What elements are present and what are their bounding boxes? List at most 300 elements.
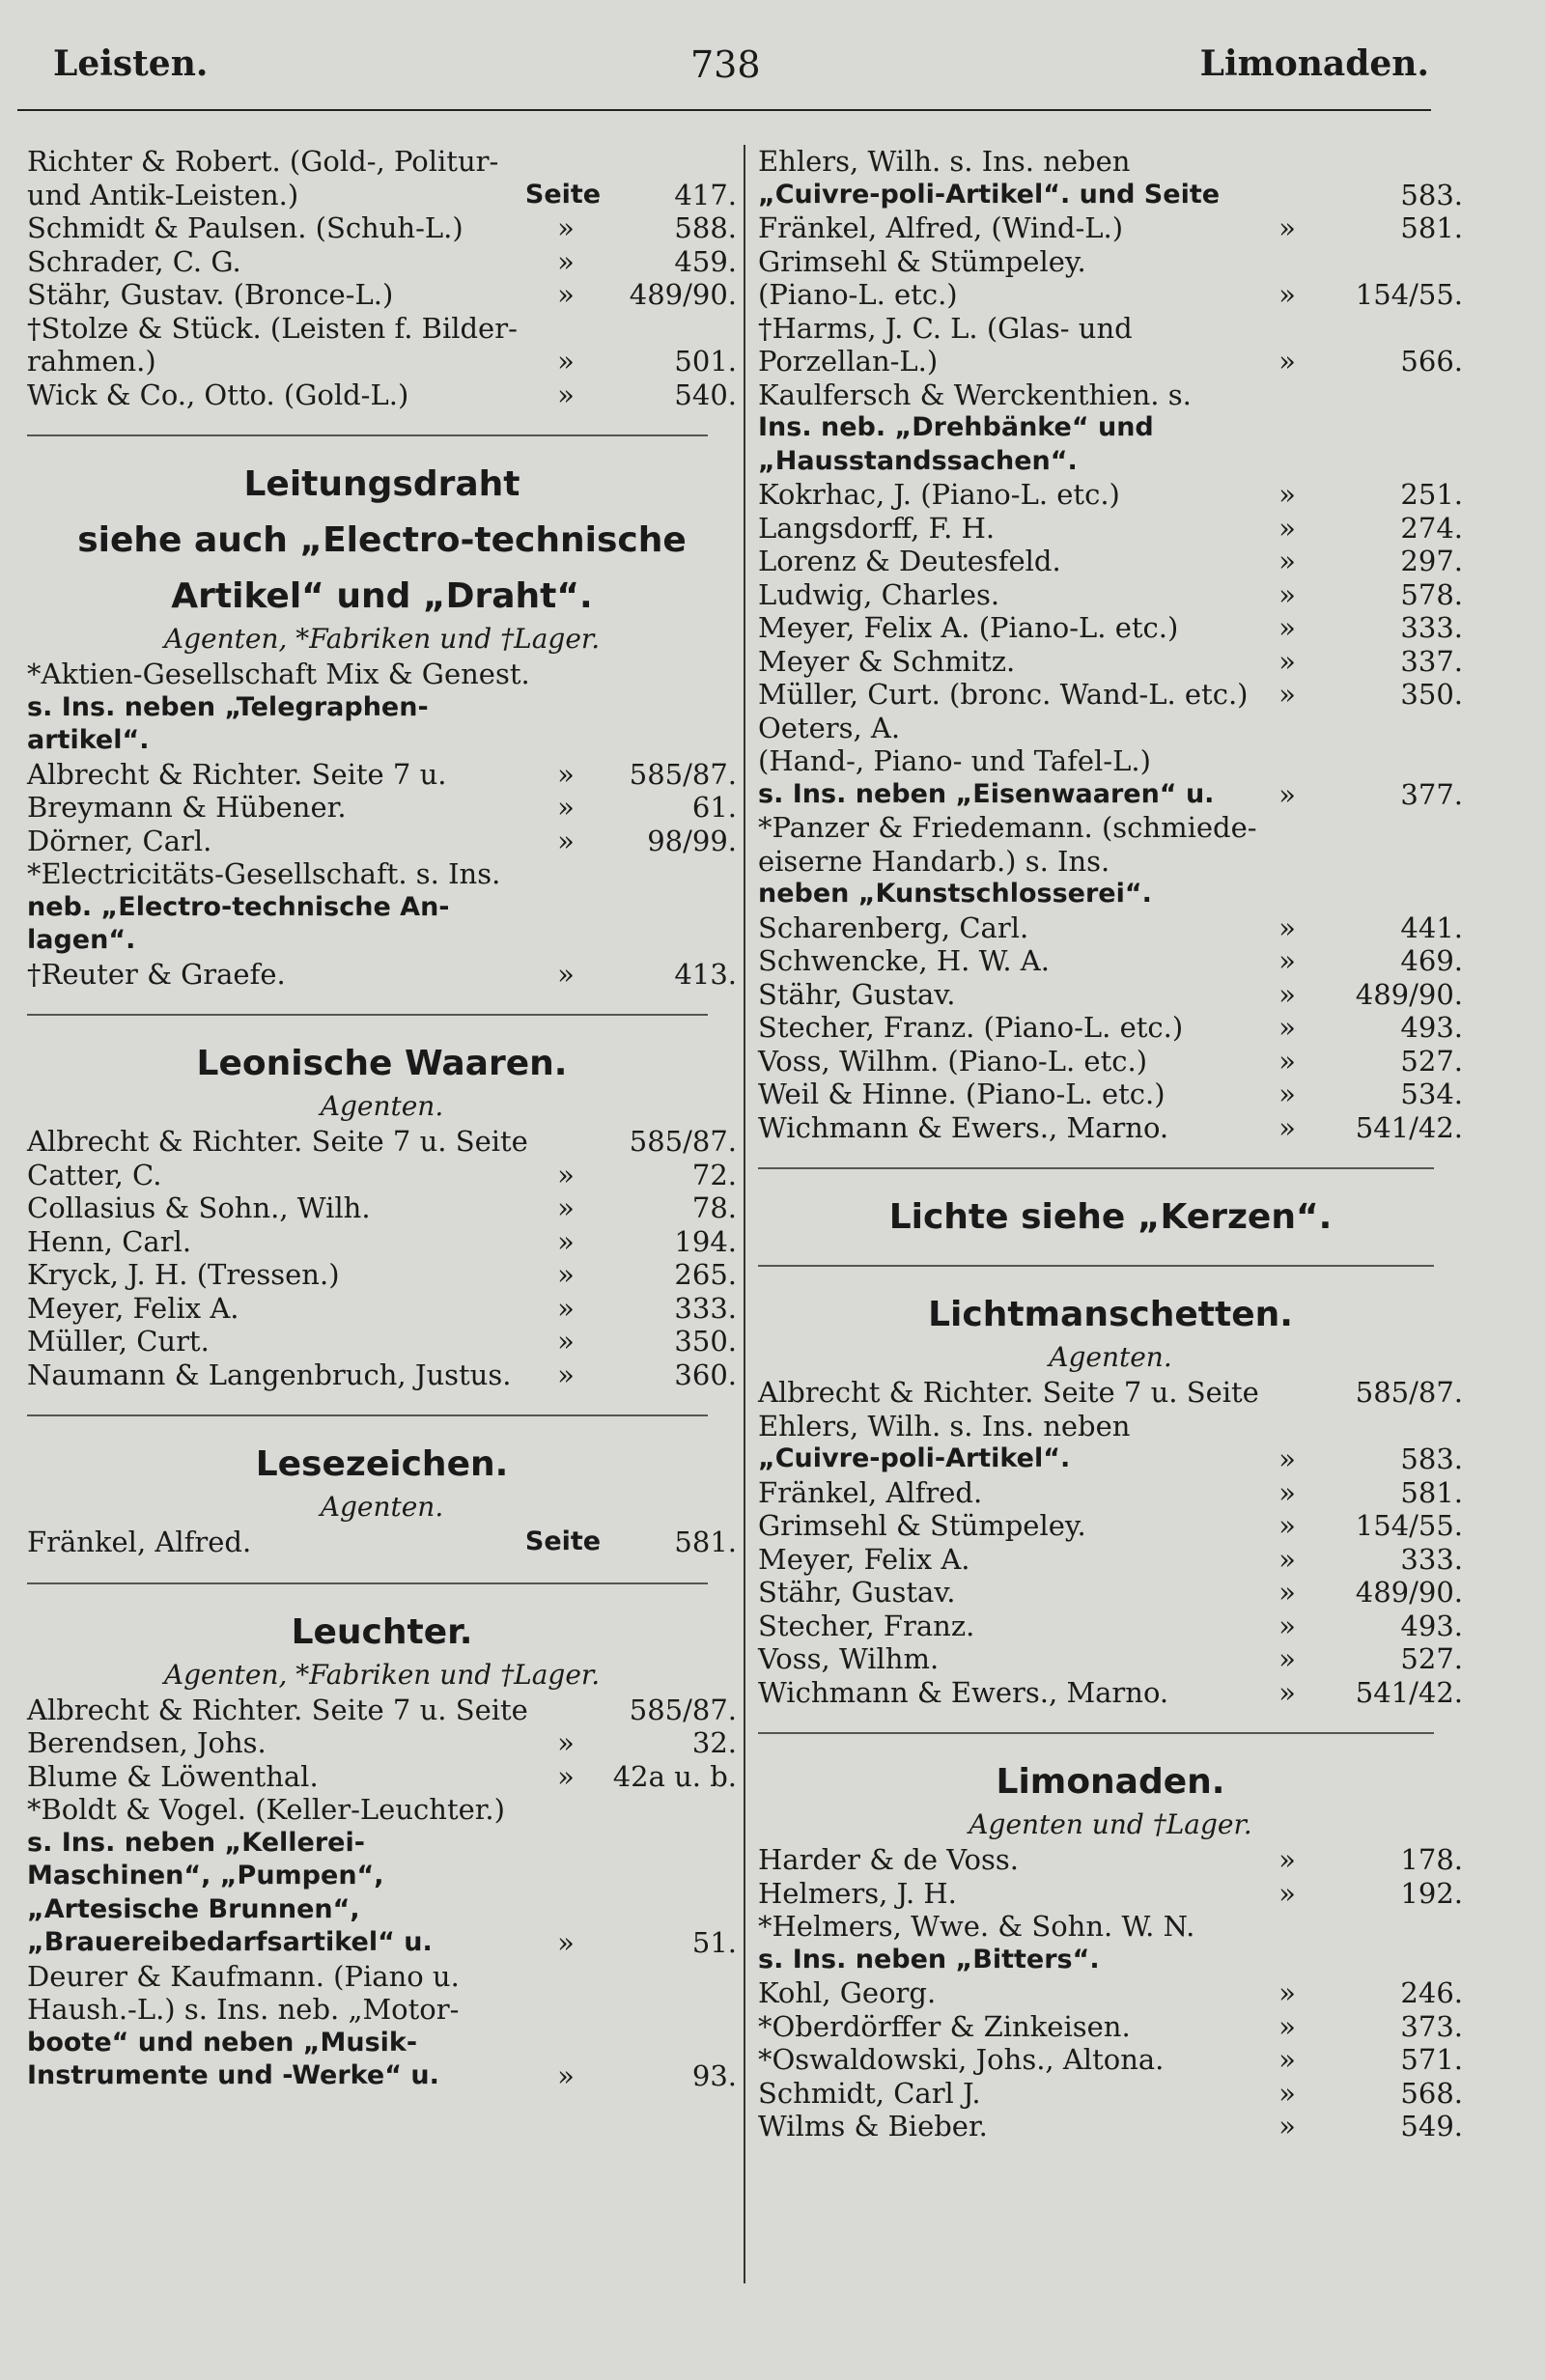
entry-text: Schwencke, H. W. A. (758, 944, 1050, 977)
entry-text: Voss, Wilhm. (758, 1642, 940, 1675)
directory-entry (758, 278, 1463, 312)
entry-page-ref: 373. (1400, 2009, 1463, 2043)
entry-ditto-mark: » (557, 244, 575, 278)
directory-entry (758, 578, 1463, 612)
entry-ditto-mark: » (557, 1224, 575, 1258)
entry-ditto-mark: » (1278, 1509, 1296, 1542)
directory-entry (758, 1543, 1463, 1577)
entry-page-ref: 178. (1400, 1843, 1463, 1876)
entry-ditto-mark: » (557, 378, 575, 411)
category-section (27, 1414, 737, 1559)
entry-text: *Electricitäts-Gesellschaft. s. Ins. (27, 857, 501, 890)
directory-entry (27, 179, 737, 212)
entry-ditto-mark: » (557, 1291, 575, 1325)
directory-entry (27, 891, 737, 925)
directory-entry (27, 1694, 737, 1727)
entry-page-ref: 585/87. (629, 1125, 737, 1158)
entry-ditto-mark: » (557, 1325, 575, 1358)
entry-text: s. Ins. neben „Bitters“. (758, 1944, 1100, 1974)
category-heading: Artikel“ und „Draht“. (171, 576, 593, 616)
directory-entry (27, 312, 737, 346)
entry-page-ref: 265. (674, 1258, 737, 1291)
entry-ditto-mark: » (1278, 1011, 1296, 1044)
entry-page-ref: 581. (1400, 1475, 1463, 1509)
entry-text: Haush.-L.) s. Ins. neb. „Motor- (27, 1993, 460, 2026)
entry-text: Stecher, Franz. (758, 1609, 975, 1642)
entry-page-ref: 493. (1400, 1609, 1463, 1642)
entry-text: Berendsen, Johs. (27, 1726, 267, 1759)
right-column (758, 145, 1463, 2143)
entry-page-ref: 469. (1400, 944, 1463, 977)
directory-entry (27, 278, 737, 312)
entry-page-ref: 297. (1400, 545, 1463, 577)
directory-entry (27, 791, 737, 825)
directory-entry (758, 1410, 1463, 1443)
entry-ditto-mark: » (1278, 511, 1296, 545)
entry-ditto-mark: » (557, 1191, 575, 1224)
entry-page-ref: 534. (1400, 1078, 1463, 1110)
entry-ditto-mark: » (557, 957, 575, 991)
directory-entry (758, 1610, 1463, 1643)
directory-entry (758, 512, 1463, 546)
directory-entry (27, 658, 737, 691)
entry-ditto-mark: » (1278, 1609, 1296, 1642)
directory-entry (27, 1325, 737, 1358)
entry-text: rahmen.) (27, 345, 156, 378)
directory-entry (758, 811, 1463, 845)
directory-entry (27, 1893, 737, 1927)
directory-entry (27, 1225, 737, 1259)
entry-ditto-mark: » (557, 1358, 575, 1391)
directory-entry (758, 1078, 1463, 1111)
directory-entry (27, 1827, 737, 1861)
entry-text: *Oberdörffer & Zinkeisen. (758, 2009, 1131, 2043)
category-legend: Agenten. (320, 1090, 444, 1122)
entry-page-ref: 571. (1400, 2043, 1463, 2076)
entry-page-ref: 588. (674, 211, 737, 244)
directory-entry (27, 1292, 737, 1326)
section-rule (27, 434, 708, 437)
entry-text: boote“ und neben „Musik- (27, 2027, 418, 2058)
directory-entry (27, 245, 737, 279)
directory-entry (27, 758, 737, 792)
directory-entry (758, 378, 1463, 412)
directory-entry (758, 2043, 1463, 2077)
directory-entry (27, 924, 737, 958)
entry-ditto-mark: » (1278, 2076, 1296, 2110)
directory-entry (27, 857, 737, 891)
entry-text: Fränkel, Alfred, (Wind-L.) (758, 211, 1124, 244)
entry-text: †Stolze & Stück. (Leisten f. Bilder- (27, 311, 518, 345)
entry-text: „Artesische Brunnen“, (27, 1893, 360, 1924)
directory-entry (27, 2059, 737, 2093)
directory-entry (758, 1442, 1463, 1476)
directory-entry (758, 1045, 1463, 1078)
entry-text: *Aktien-Gesellschaft Mix & Genest. (27, 658, 530, 690)
entry-page-ref: 51. (691, 1926, 737, 1959)
entry-text: eiserne Handarb.) s. Ins. (758, 844, 1110, 878)
entry-page-ref: 568. (1400, 2076, 1463, 2110)
entry-page-ref: 78. (691, 1191, 737, 1224)
left-column (27, 145, 737, 2093)
entry-ditto-mark: » (1278, 2009, 1296, 2043)
category-legend: Agenten und †Lager. (969, 1808, 1252, 1840)
entry-text: Deurer & Kaufmann. (Piano u. (27, 1959, 460, 1993)
section-rule (27, 1582, 708, 1585)
entry-text: Naumann & Langenbruch, Justus. (27, 1358, 512, 1391)
entry-ditto-mark: » (1278, 1675, 1296, 1709)
directory-entry (758, 411, 1463, 445)
directory-entry (27, 1993, 737, 2027)
category-heading: Lichtmanschetten. (928, 1295, 1293, 1334)
category-section (758, 1167, 1463, 1242)
entry-text: neben „Kunstschlosserei“. (758, 879, 1152, 909)
directory-entry (758, 878, 1463, 911)
directory-entry (758, 345, 1463, 378)
directory-entry (758, 845, 1463, 879)
category-heading: Limonaden. (996, 1762, 1225, 1802)
entry-text: Albrecht & Richter. Seite 7 u. (27, 757, 447, 791)
entry-ditto-mark: Seite (524, 179, 602, 210)
entry-ditto-mark: » (1278, 577, 1296, 611)
entry-text: Fränkel, Alfred. (27, 1526, 252, 1558)
entry-ditto-mark: » (557, 1258, 575, 1291)
entry-text: Stähr, Gustav. (758, 977, 956, 1011)
entry-page-ref: 72. (691, 1158, 737, 1191)
entry-ditto-mark: » (557, 1726, 575, 1759)
directory-entry (27, 1726, 737, 1760)
entry-text: Henn, Carl. (27, 1224, 192, 1258)
directory-entry (758, 611, 1463, 645)
entry-text: s. Ins. neben „Eisenwaaren“ u. (758, 778, 1215, 809)
directory-entry (758, 478, 1463, 512)
entry-page-ref: 417. (674, 178, 737, 211)
entry-page-ref: 192. (1400, 1876, 1463, 1910)
category-legend: Agenten, *Fabriken und †Lager. (163, 623, 601, 655)
entry-ditto-mark: » (557, 791, 575, 824)
entry-page-ref: 585/87. (1355, 1376, 1463, 1409)
entry-page-ref: 581. (1400, 211, 1463, 244)
entry-text: Ehlers, Wilh. s. Ins. neben (758, 1409, 1131, 1442)
entry-text: *Oswaldowski, Johs., Altona. (758, 2043, 1165, 2076)
entry-text: Ehlers, Wilh. s. Ins. neben (758, 145, 1131, 178)
entry-page-ref: 527. (1400, 1044, 1463, 1078)
entry-ditto-mark: » (557, 1926, 575, 1959)
entry-ditto-mark: » (557, 1759, 575, 1793)
entry-ditto-mark: » (1278, 1442, 1296, 1475)
entry-text: Voss, Wilhm. (Piano-L. etc.) (758, 1044, 1148, 1078)
header-left-keyword: Leisten. (53, 43, 209, 84)
entry-text: Kryck, J. H. (Tressen.) (27, 1258, 340, 1291)
entry-text: „Cuivre-poli-Artikel“. (758, 1443, 1071, 1473)
directory-entry (758, 1843, 1463, 1877)
entry-text: Langsdorff, F. H. (758, 511, 996, 545)
entry-text: Ins. neb. „Drehbänke“ und (758, 412, 1154, 442)
entry-text: Grimsehl & Stümpeley. (758, 244, 1086, 278)
entry-text: Catter, C. (27, 1158, 162, 1191)
entry-text: neb. „Electro-technische An- (27, 891, 450, 922)
directory-entry (27, 958, 737, 992)
entry-text: Wichmann & Ewers., Marno. (758, 1675, 1169, 1709)
directory-entry (758, 778, 1463, 812)
entry-page-ref: 459. (674, 244, 737, 278)
category-section (758, 1732, 1463, 2143)
entry-page-ref: 549. (1400, 2110, 1463, 2142)
directory-entry (758, 1376, 1463, 1410)
entry-text: Collasius & Sohn., Wilh. (27, 1191, 371, 1224)
directory-entry (27, 345, 737, 378)
directory-entry (758, 678, 1463, 712)
entry-page-ref: 98/99. (647, 824, 737, 857)
category-heading: Lichte siehe „Kerzen“. (888, 1197, 1333, 1237)
entry-text: Breymann & Hübener. (27, 791, 347, 824)
directory-entry (27, 1258, 737, 1292)
directory-entry (758, 1576, 1463, 1610)
entry-text: Schrader, C. G. (27, 244, 241, 278)
entry-page-ref: 489/90. (629, 278, 737, 311)
entry-text: Wichmann & Ewers., Marno. (758, 1110, 1169, 1144)
section-rule (758, 1265, 1434, 1268)
entry-text: Wick & Co., Otto. (Gold-L.) (27, 378, 409, 411)
entry-text: Maschinen“, „Pumpen“, (27, 1861, 384, 1890)
category-legend: Agenten, *Fabriken und †Lager. (163, 1658, 601, 1691)
entry-page-ref: 350. (1400, 678, 1463, 711)
entry-text: „Cuivre-poli-Artikel“. und Seite (758, 179, 1221, 210)
entry-ditto-mark: » (1278, 345, 1296, 378)
directory-entry (758, 744, 1463, 778)
entry-page-ref: 540. (674, 378, 737, 411)
entry-text: Schmidt, Carl J. (758, 2076, 981, 2110)
entry-text: Schmidt & Paulsen. (Schuh-L.) (27, 211, 464, 244)
entry-page-ref: 350. (674, 1325, 737, 1358)
directory-entry (758, 645, 1463, 679)
directory-entry (758, 1111, 1463, 1145)
category-section (27, 1582, 737, 2093)
category-section (758, 1265, 1463, 1709)
entry-ditto-mark: » (557, 211, 575, 244)
entry-text: *Helmers, Wwe. & Sohn. W. N. (758, 1910, 1195, 1943)
section-rule (758, 1167, 1434, 1170)
directory-entry (27, 825, 737, 858)
entry-text: Stähr, Gustav. (Bronce-L.) (27, 278, 394, 311)
entry-text: Müller, Curt. (27, 1325, 210, 1358)
entry-ditto-mark: » (1278, 1542, 1296, 1576)
entry-text: Ludwig, Charles. (758, 577, 1000, 611)
entry-page-ref: 251. (1400, 478, 1463, 511)
category-section (27, 1014, 737, 1391)
entry-ditto-mark: » (1278, 644, 1296, 678)
entry-text: Stähr, Gustav. (758, 1576, 956, 1609)
entry-text: Richter & Robert. (Gold-, Politur- (27, 145, 499, 178)
entry-text: s. Ins. neben „Kellerei- (27, 1827, 365, 1858)
entry-text: Meyer & Schmitz. (758, 644, 1016, 678)
category-heading: Leitungsdraht (243, 464, 520, 504)
entry-text: *Boldt & Vogel. (Keller-Leuchter.) (27, 1793, 505, 1826)
category-section (27, 434, 737, 991)
directory-entry (27, 1793, 737, 1827)
directory-entry (758, 1910, 1463, 1944)
column-divider (744, 145, 745, 2283)
category-heading: Leonische Waaren. (196, 1044, 568, 1083)
entry-text: Scharenberg, Carl. (758, 910, 1029, 944)
entry-text: „Brauereibedarfsartikel“ u. (27, 1927, 433, 1957)
entry-text: Kokrhac, J. (Piano-L. etc.) (758, 478, 1120, 511)
entry-page-ref: 333. (674, 1291, 737, 1325)
directory-entry (27, 1960, 737, 1994)
category-legend: Agenten. (1049, 1341, 1172, 1373)
entry-ditto-mark: » (1278, 2043, 1296, 2076)
entry-ditto-mark: » (1278, 478, 1296, 511)
entry-text: †Harms, J. C. L. (Glas- und (758, 311, 1133, 345)
directory-entry (758, 1011, 1463, 1045)
category-legend: Agenten. (320, 1491, 444, 1523)
entry-text: *Panzer & Friedemann. (schmiede- (758, 811, 1257, 844)
entry-text: Instrumente und -Werke“ u. (27, 2060, 439, 2090)
entry-text: Albrecht & Richter. Seite 7 u. Seite (27, 1693, 528, 1726)
directory-entry (758, 211, 1463, 245)
entry-page-ref: 360. (674, 1358, 737, 1391)
directory-entry (758, 2110, 1463, 2143)
entry-page-ref: 441. (1400, 910, 1463, 944)
directory-entry (758, 944, 1463, 978)
entry-page-ref: 154/55. (1355, 278, 1463, 311)
directory-entry (27, 1159, 737, 1192)
directory-entry (758, 1676, 1463, 1710)
entry-ditto-mark: » (1278, 910, 1296, 944)
entry-page-ref: 583. (1400, 1442, 1463, 1475)
entry-ditto-mark: » (557, 278, 575, 311)
entry-ditto-mark: » (557, 757, 575, 791)
entry-page-ref: 413. (674, 957, 737, 991)
category-heading: siehe auch „Electro-technische (77, 520, 687, 560)
entry-ditto-mark: » (1278, 1576, 1296, 1609)
entry-text: Weil & Hinne. (Piano-L. etc.) (758, 1078, 1166, 1110)
entry-page-ref: 501. (674, 345, 737, 378)
category-heading: Lesezeichen. (255, 1444, 509, 1484)
directory-entry (27, 1760, 737, 1794)
entry-text: Müller, Curt. (bronc. Wand-L. etc.) (758, 678, 1249, 711)
directory-entry (758, 245, 1463, 279)
entry-text: (Hand-, Piano- und Tafel-L.) (758, 744, 1151, 777)
entry-ditto-mark: » (1278, 2110, 1296, 2142)
directory-entry (27, 724, 737, 758)
entry-page-ref: 32. (691, 1726, 737, 1759)
entry-text: Meyer, Felix A. (Piano-L. etc.) (758, 611, 1179, 644)
entry-page-ref: 93. (691, 2059, 737, 2092)
entry-text: Wilms & Bieber. (758, 2110, 988, 2142)
entry-ditto-mark: » (1278, 1044, 1296, 1078)
directory-entry (758, 712, 1463, 745)
directory-entry (27, 211, 737, 245)
entry-ditto-mark: » (1278, 1642, 1296, 1675)
entry-text: Porzellan-L.) (758, 345, 939, 378)
entry-page-ref: 566. (1400, 345, 1463, 378)
directory-entry (758, 1877, 1463, 1911)
entry-text: „Hausstandssachen“. (758, 445, 1078, 476)
directory-entry (758, 1642, 1463, 1676)
running-header (53, 43, 1429, 101)
entry-page-ref: 541/42. (1355, 1675, 1463, 1709)
entry-text: Grimsehl & Stümpeley. (758, 1509, 1086, 1542)
entry-ditto-mark: » (1278, 611, 1296, 644)
entry-text: Kaulfersch & Werckenthien. s. (758, 378, 1192, 411)
entry-text: Blume & Löwenthal. (27, 1759, 319, 1793)
page-number: 738 (690, 43, 761, 86)
entry-text: Lorenz & Deutesfeld. (758, 545, 1061, 577)
directory-entry (27, 1860, 737, 1893)
entry-text: Meyer, Felix A. (27, 1291, 239, 1325)
entry-page-ref: 154/55. (1355, 1509, 1463, 1542)
directory-entry (27, 378, 737, 412)
directory-entry (758, 179, 1463, 212)
entry-page-ref: 333. (1400, 611, 1463, 644)
entry-page-ref: 489/90. (1355, 977, 1463, 1011)
entry-page-ref: 578. (1400, 577, 1463, 611)
entry-page-ref: 581. (674, 1526, 737, 1558)
directory-entry (758, 911, 1463, 945)
header-rule (17, 109, 1431, 111)
entry-page-ref: 493. (1400, 1011, 1463, 1044)
entry-page-ref: 274. (1400, 511, 1463, 545)
directory-entry (27, 145, 737, 179)
directory-entry (27, 691, 737, 725)
entry-page-ref: 42a u. b. (612, 1759, 737, 1793)
directory-entry (27, 1526, 737, 1559)
directory-entry (758, 145, 1463, 179)
entry-ditto-mark: » (1278, 944, 1296, 977)
directory-entry (27, 2027, 737, 2060)
entry-text: †Reuter & Graefe. (27, 957, 286, 991)
entry-page-ref: 377. (1400, 777, 1463, 811)
entry-ditto-mark: » (1278, 278, 1296, 311)
section-rule (758, 1732, 1434, 1735)
entry-page-ref: 527. (1400, 1642, 1463, 1675)
entry-text: Stecher, Franz. (Piano-L. etc.) (758, 1011, 1184, 1044)
entry-ditto-mark: » (1278, 1843, 1296, 1876)
entry-text: Helmers, J. H. (758, 1876, 957, 1910)
entry-ditto-mark: » (557, 824, 575, 857)
entry-ditto-mark: » (1278, 1078, 1296, 1110)
entry-page-ref: 337. (1400, 644, 1463, 678)
entry-text: lagen“. (27, 925, 136, 955)
directory-entry (758, 1509, 1463, 1543)
entry-page-ref: 246. (1400, 1976, 1463, 2009)
entry-page-ref: 541/42. (1355, 1110, 1463, 1144)
directory-entry (758, 545, 1463, 578)
entry-ditto-mark: » (1278, 1110, 1296, 1144)
entry-text: Meyer, Felix A. (758, 1542, 970, 1576)
entry-text: (Piano-L. etc.) (758, 278, 958, 311)
entry-ditto-mark: » (557, 2059, 575, 2092)
entry-ditto-mark: » (1278, 211, 1296, 244)
entry-text: Oeters, A. (758, 711, 901, 744)
section-rule (27, 1414, 708, 1417)
entry-text: Kohl, Georg. (758, 1976, 937, 2009)
directory-entry (758, 445, 1463, 479)
entry-ditto-mark: » (1278, 678, 1296, 711)
entry-page-ref: 194. (674, 1224, 737, 1258)
entry-ditto-mark: » (1278, 777, 1296, 811)
directory-entry (758, 312, 1463, 346)
entry-page-ref: 61. (691, 791, 737, 824)
entry-ditto-mark: » (557, 1158, 575, 1191)
directory-entry (758, 1476, 1463, 1510)
directory-entry (758, 1976, 1463, 2010)
directory-entry (758, 978, 1463, 1012)
directory-entry (27, 1358, 737, 1392)
entry-page-ref: 585/87. (629, 757, 737, 791)
entry-page-ref: 583. (1400, 178, 1463, 211)
